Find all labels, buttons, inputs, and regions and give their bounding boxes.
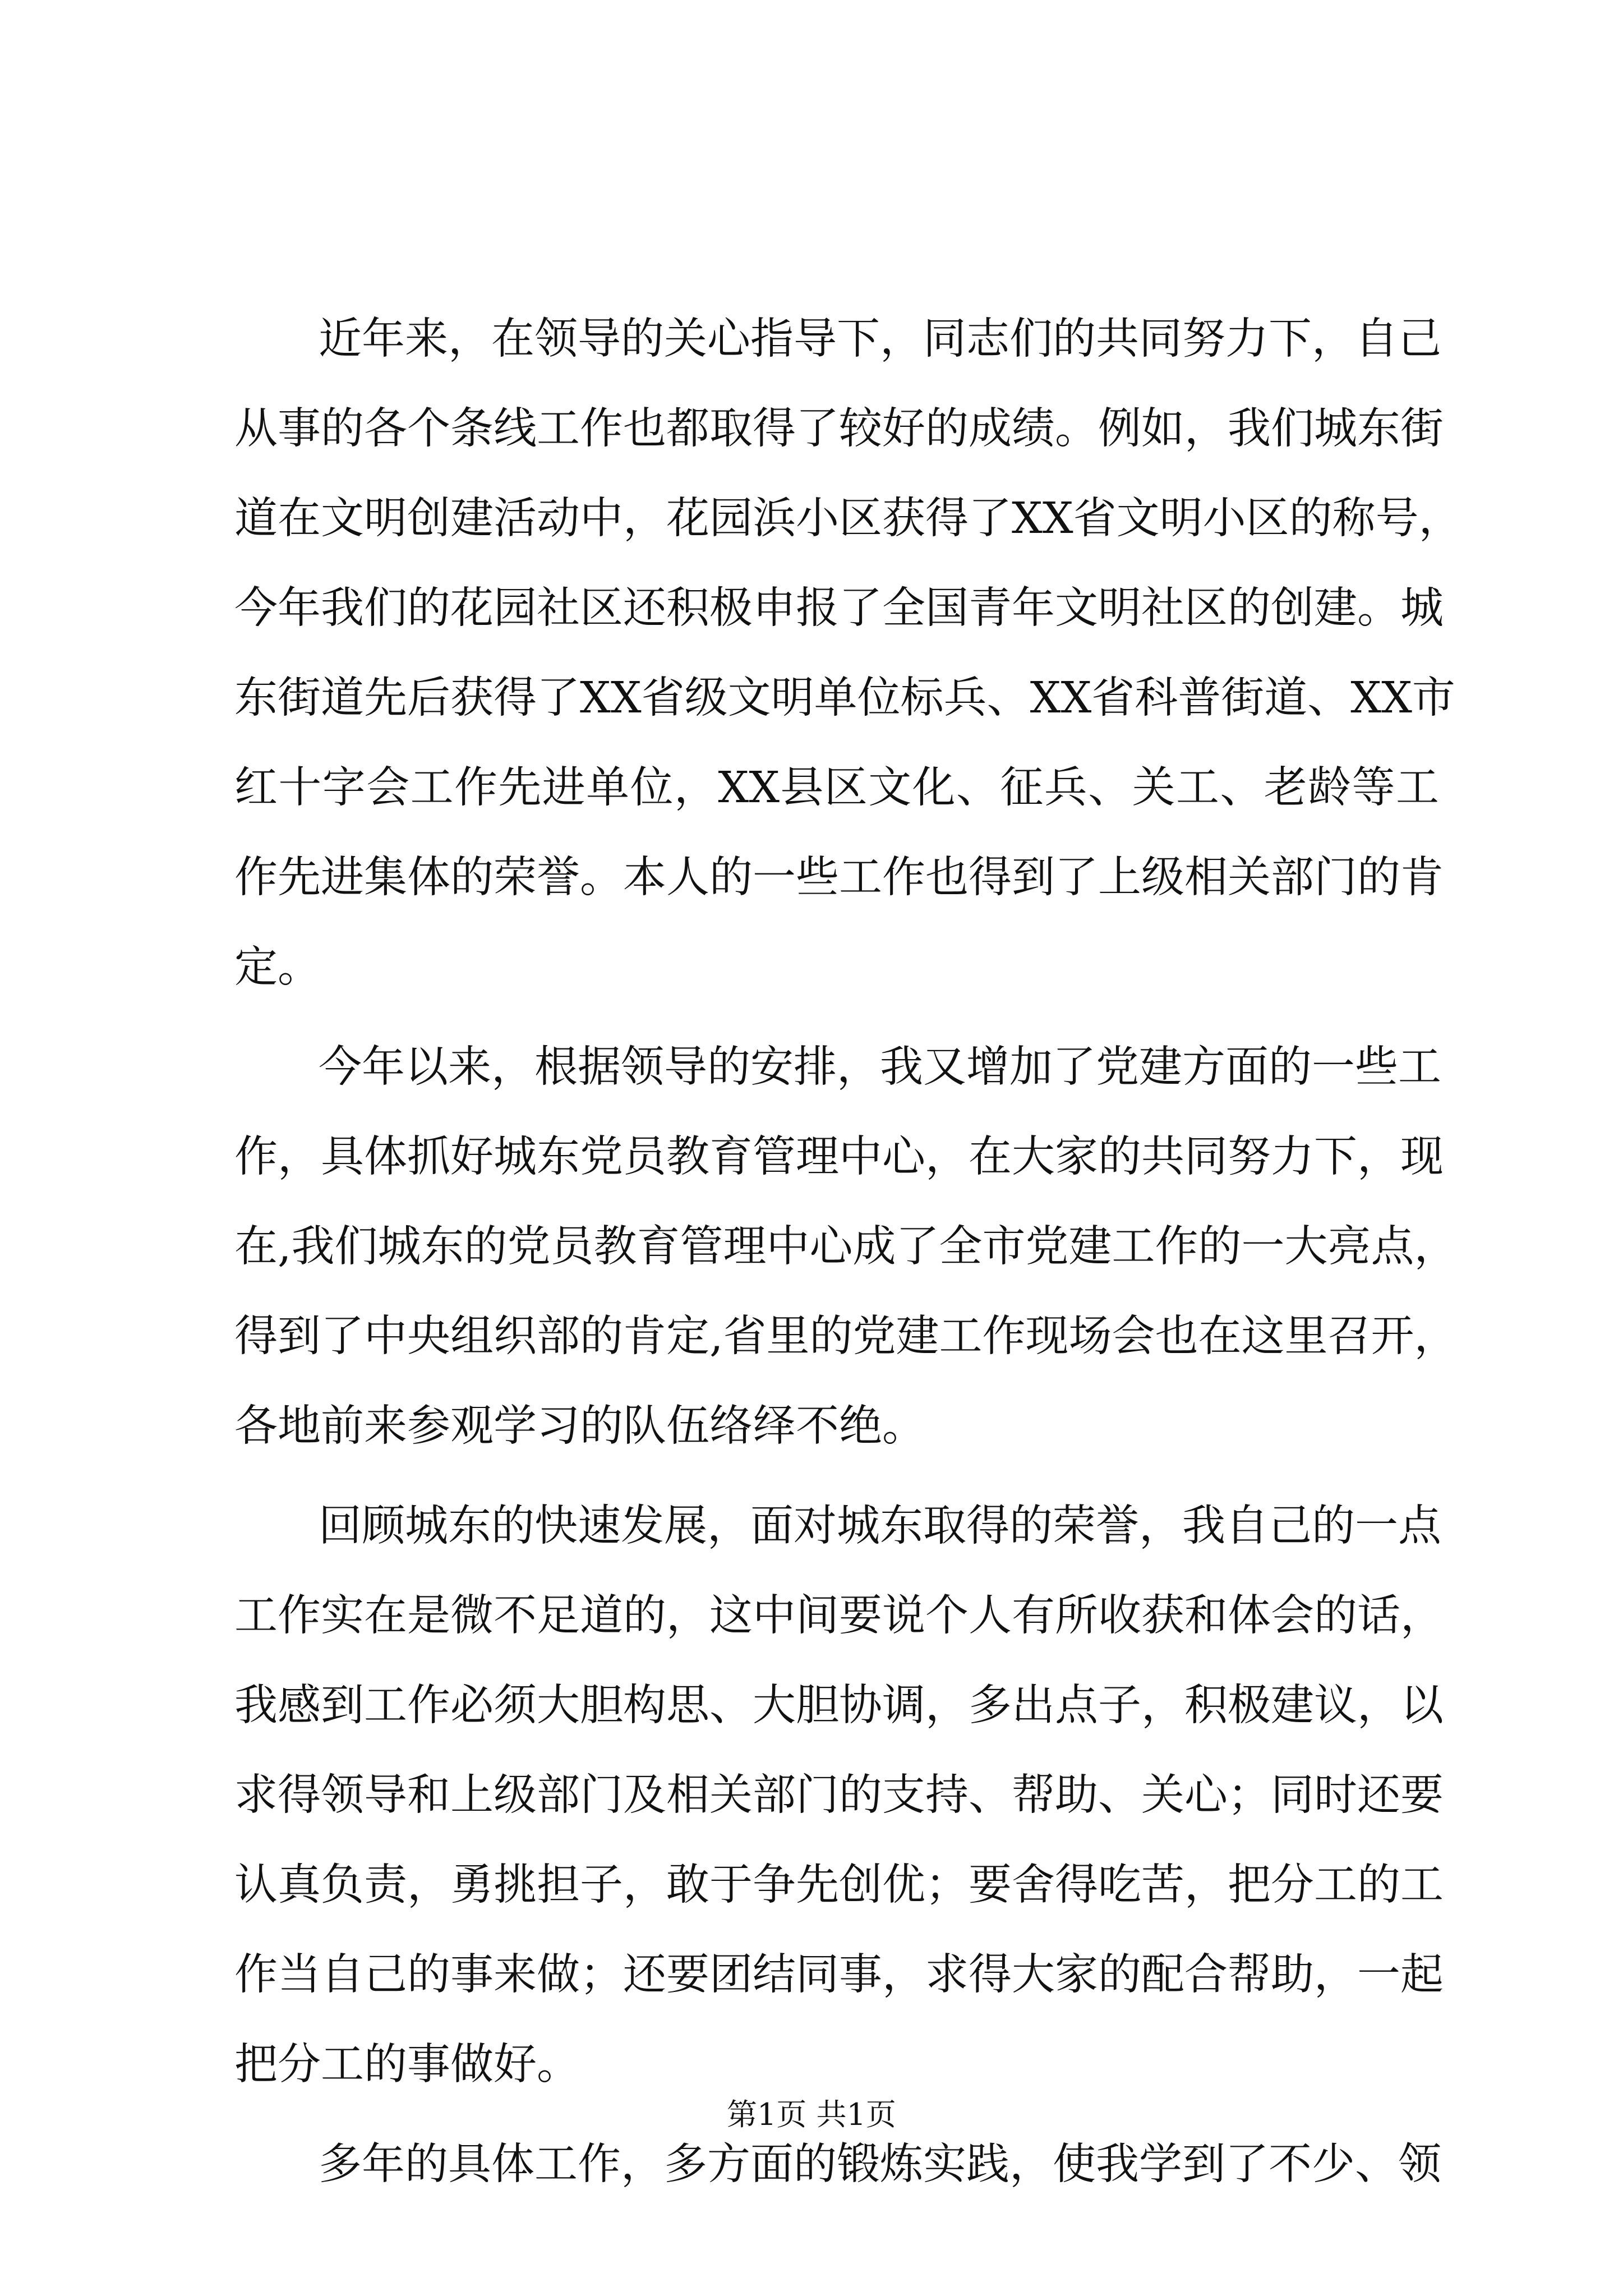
page-footer bbox=[0, 2095, 1623, 2134]
paragraph-spacer bbox=[234, 1013, 1439, 1023]
text-line: 各地前来参观学习的队伍络绎不绝。 bbox=[234, 1401, 925, 1451]
text-line: 道在文明创建活动中，花园浜小区获得了XX省文明小区的称号， bbox=[234, 494, 1462, 544]
paragraph-2 bbox=[234, 1023, 1458, 1471]
text-line: 红十字会工作先进单位，XX县区文化、征兵、关工、老龄等工 bbox=[234, 763, 1439, 813]
text-line: 近年来，在领导的关心指导下，同志们的共同努力下，自己 bbox=[319, 314, 1441, 364]
text-line: 定。 bbox=[234, 942, 321, 992]
text-line: 得到了中央组织部的肯定,省里的党建工作现场会也在这里召开， bbox=[234, 1312, 1458, 1361]
paragraph-3 bbox=[234, 1481, 1444, 2110]
text-line: 认真负责，勇挑担子，敢于争先创优；要舍得吃苦，把分工的工 bbox=[234, 1860, 1444, 1910]
text-line: 多年的具体工作，多方面的锻炼实践，使我学到了不少、领 bbox=[319, 2139, 1441, 2189]
text-line: 今年我们的花园社区还积极申报了全国青年文明社区的创建。城 bbox=[234, 583, 1444, 633]
text-line: 作，具体抓好城东党员教育管理中心，在大家的共同努力下，现 bbox=[234, 1132, 1444, 1182]
text-line: 作先进集体的荣誉。本人的一些工作也得到了上级相关部门的肯 bbox=[234, 853, 1444, 903]
text-line: 工作实在是微不足道的，这中间要说个人有所收获和体会的话， bbox=[234, 1591, 1444, 1641]
text-line: 今年以来，根据领导的安排，我又增加了党建方面的一些工 bbox=[319, 1042, 1441, 1092]
text-line: 我感到工作必须大胆构思、大胆协调，多出点子，积极建议，以 bbox=[234, 1681, 1444, 1731]
paragraph-spacer bbox=[234, 1471, 1439, 1481]
text-line: 从事的各个条线工作也都取得了较好的成绩。例如，我们城东街 bbox=[234, 404, 1444, 454]
text-line: 在,我们城东的党员教育管理中心成了全市党建工作的一大亮点， bbox=[234, 1222, 1458, 1272]
text-line: 求得领导和上级部门及相关部门的支持、帮助、关心；同时还要 bbox=[234, 1770, 1444, 1820]
text-line: 把分工的事做好。 bbox=[234, 2040, 580, 2090]
text-line: 回顾城东的快速发展，面对城东取得的荣誉，我自己的一点 bbox=[319, 1501, 1441, 1551]
text-line: 东街道先后获得了XX省级文明单位标兵、XX省科普街道、XX市 bbox=[234, 673, 1455, 723]
document-body bbox=[234, 295, 1462, 2210]
text-line: 作当自己的事来做；还要团结同事，求得大家的配合帮助，一起 bbox=[234, 1950, 1444, 2000]
page-number-label: 第1页 共1页 bbox=[727, 2097, 896, 2132]
paragraph-1 bbox=[234, 295, 1462, 1013]
